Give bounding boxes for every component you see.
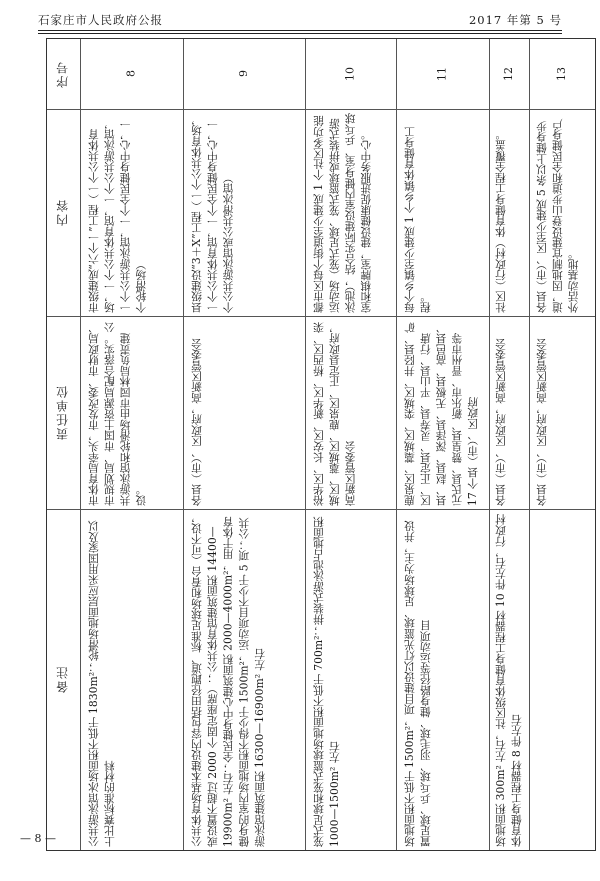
- publication-title: 石家庄市人民政府公报: [38, 13, 163, 27]
- row-responsible: 裕华区、长安区、新华区、桥西区、栾城区、藁城区、鹿泉区、正定县政府，高新区管委会: [312, 322, 357, 506]
- row-content: 各县（市）、区至少建成 5 条以上健身步道，因地制宜建设登山步道和全民健身户外活动基地。: [535, 118, 580, 313]
- row-remarks: 场地面积不低于 1500m²，项目建设以灯光篮球、足球场为主，并设置足球、乒乓球、羽毛球、健身路径等运动项目: [403, 520, 432, 847]
- page-number: — 8 —: [20, 832, 56, 845]
- header-responsible: 责任单位: [55, 384, 70, 441]
- row-remarks: 公共体育场基本建设内容包括田径跑道、标准足球场和看台（可不设，或设置不超过 2000 个固定座席）；公共体育馆建筑面积 14400—19900m² 左右；全民健身中心建筑面积 2000—4000m²，用于体育健身的室内场地面积不得少于 1500m²，运动项目不少于 5 项；公共游泳馆建筑面积 16300—16900m² 左右: [190, 512, 267, 847]
- row-remarks: 笼式足球和笼式篮球场地面积不低于 700m²；拼装式游泳池占地面积 1000—1500m² 左右: [312, 516, 341, 847]
- row-content: 都市区每个街道至少建成 1 个社区多功能运动场（笼式足球、笼式篮球或拼装式游泳池），结合实际建设室内健身室、乒乓球室和棋牌室，建设健康促进服务中心。: [312, 113, 373, 313]
- row-content: 市级建成“六个一”工程（一个公共体育场，一个公共体育馆，一个公共游泳馆，一个公共游泳馆，一个全民健身中心，一个轮滑场）: [87, 118, 148, 313]
- row-index: 8: [124, 70, 138, 78]
- rotated-table: [46, 38, 596, 851]
- row-content: 每个乡镇至少建成 1 个乡镇体育健身工程。: [403, 126, 432, 313]
- row-index: 10: [343, 67, 357, 81]
- row-remarks: [529, 509, 595, 850]
- header-content: 内容: [55, 198, 70, 227]
- row-content: 社区（行政村）体育健身工程全覆盖。: [494, 129, 507, 313]
- page-header: [38, 10, 562, 30]
- row-index: 12: [502, 67, 516, 81]
- row-responsible: 鹿泉区、藁城区、栾城区、井陉县、矿区、正定县、灵寿县、平山县、行唐县、赵县、深泽县、无极县、高邑县、元氏县、赞皇县、新乐市、晋州市等 17 个县（市）、区政府: [403, 322, 480, 506]
- row-index: 9: [237, 70, 251, 78]
- row-responsible: 各县（市）、区政府，高新区管委会: [535, 338, 548, 506]
- header-remarks: 备注: [55, 665, 70, 694]
- row-responsible: 市体育局牵头，市发改委、市财政局、市规划局、市国土资源局配合落实。公共游泳馆和轮滑场由市园林局负责建设。: [87, 322, 148, 506]
- row-remarks: 场地面积 300m² 左右，社区级体育健身工程器材 10 件左右，行政村体育健身工程器材 8 件左右: [494, 514, 523, 847]
- header-index: 序号: [55, 60, 70, 88]
- row-responsible: 各县（市）、区政府，高新区管委会: [190, 338, 203, 506]
- row-content: 县级建设“3＋X”工程（一个公共体育场，一个公共体育馆，一个全民健身中心，一个公共游泳馆或公共滑冰馆）: [190, 114, 235, 313]
- row-responsible: 各县（市）、区政府，高新区管委会: [494, 338, 507, 506]
- header-rule-thin: [38, 33, 562, 34]
- row-index: 11: [435, 67, 449, 81]
- row-remarks: 公共游泳馆冰场面积不低于 1830m²；轮滑场地面层应采用国家及以上比赛标准的材料: [87, 520, 116, 847]
- issue-number: 2017 年第 5 号: [468, 13, 562, 27]
- row-index: 13: [555, 67, 569, 81]
- header-rule: [38, 30, 562, 31]
